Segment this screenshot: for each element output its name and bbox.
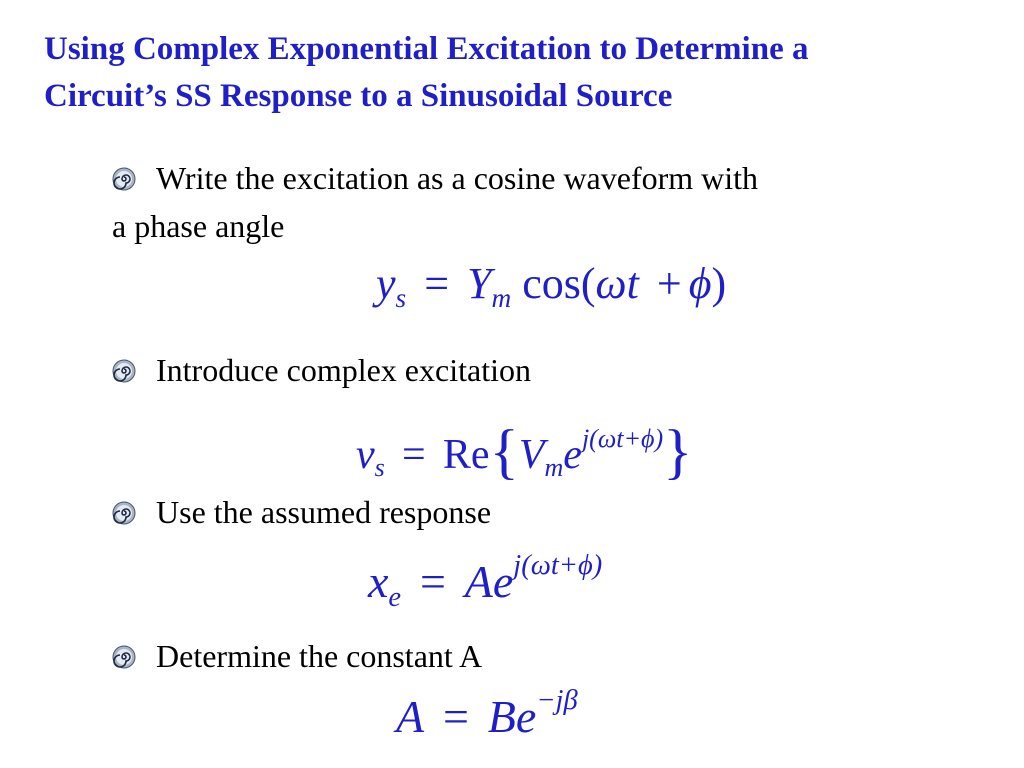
bullet-item-3	[112, 490, 491, 534]
equation-A: $A = Be^{-j\beta}$	[396, 684, 578, 742]
bullet-text-1: Write the excitation as a cosine waveform with	[156, 160, 759, 196]
title-line-1: Using Complex Exponential Excitation to Determine a	[44, 31, 809, 67]
equation-ys: ys = Ym cos(ωt + ϕ)	[376, 259, 727, 313]
slide-title	[44, 26, 1004, 120]
bullet-item-4	[112, 634, 482, 678]
bullet-text-2: Introduce complex excitation	[156, 352, 531, 388]
spiral-bullet-icon	[112, 167, 136, 191]
equation-vs: vs = Re{Vme$^{j(\omega t+\phi)}$}	[356, 418, 693, 486]
title-line-2: Circuit’s SS Response to a Sinusoidal Source	[44, 78, 673, 114]
spiral-bullet-icon	[112, 359, 136, 383]
equation-xe: xe = $Ae^{j(\omega t+\phi)}$	[368, 549, 603, 614]
bullet-text-3: Use the assumed response	[156, 494, 492, 530]
bullet-item-2	[112, 348, 531, 392]
spiral-bullet-icon	[112, 645, 136, 669]
bullet-item-1	[112, 156, 758, 200]
bullet-text-4: Determine the constant A	[156, 638, 483, 674]
spiral-bullet-icon	[112, 501, 136, 525]
bullet-continuation-1: a phase angle	[112, 208, 285, 244]
